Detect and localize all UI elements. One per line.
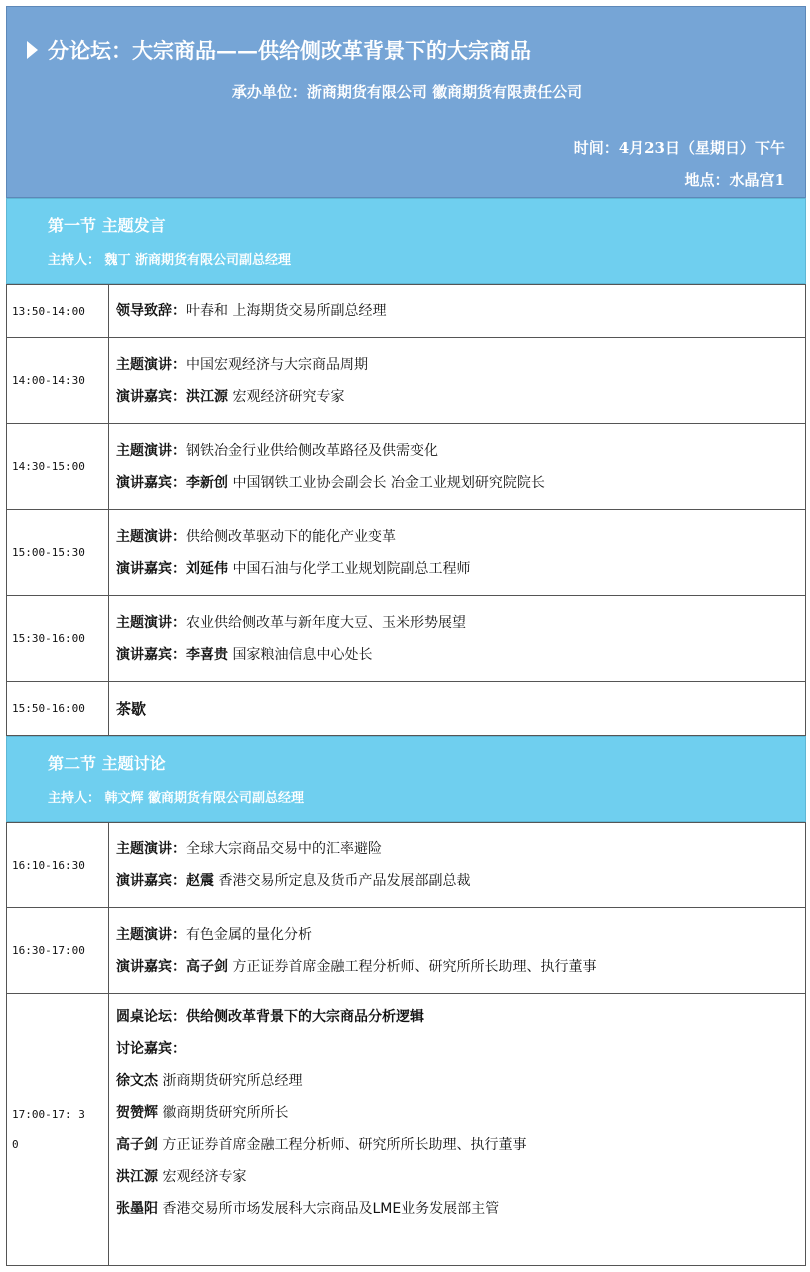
speaker-label: 演讲嘉宾：高子剑 [116, 958, 228, 975]
speaker-label: 演讲嘉宾：洪江源 [116, 388, 228, 405]
row-content [109, 596, 805, 681]
roundtable-time-b: 0 [12, 1137, 19, 1151]
guest-name: 贺赞辉 [116, 1105, 158, 1121]
guest-item [116, 1097, 805, 1129]
roundtable-content [109, 994, 805, 1265]
guest-name: 张墨阳 [116, 1201, 158, 1217]
agenda-row [6, 596, 806, 682]
forum-title: 分论坛：大宗商品——供给侧改革背景下的大宗商品 [48, 38, 531, 63]
guest-name: 高子剑 [116, 1137, 158, 1153]
talk-label: 主题演讲： [116, 614, 186, 631]
section-1-header [6, 198, 806, 284]
guest-item [116, 1129, 805, 1161]
row-content [109, 682, 805, 735]
agenda-row [6, 284, 806, 338]
event-time: 时间：4月23日（星期日）下午 [573, 139, 785, 157]
speaker-title: 香港交易所定息及货币产品发展部副总裁 [214, 873, 471, 889]
row-time: 16:30-17:00 [7, 908, 109, 993]
row-content [109, 285, 805, 337]
guest-item [116, 1161, 805, 1193]
section-2-title: 第二节 主题讨论 [48, 754, 166, 773]
row-time: 15:00-15:30 [7, 510, 109, 595]
roundtable-time-a: 17:00-17: 3 [12, 1107, 85, 1121]
row-content [109, 424, 805, 509]
talk-label: 主题演讲： [116, 442, 186, 459]
row-time: 14:30-15:00 [7, 424, 109, 509]
guest-desc: 香港交易所市场发展科大宗商品及LME业务发展部主管 [158, 1201, 500, 1217]
speaker-title: 中国钢铁工业协会副会长 冶金工业规划研究院院长 [228, 474, 545, 491]
guest-item [116, 1065, 805, 1097]
speaker-title: 宏观经济研究专家 [228, 388, 345, 405]
agenda-row [6, 908, 806, 994]
guest-desc: 浙商期货研究所总经理 [158, 1073, 303, 1089]
row-time: 13:50-14:00 [7, 285, 109, 337]
row-text: 叶春和 上海期货交易所副总经理 [186, 303, 387, 319]
speaker-label: 演讲嘉宾：赵震 [116, 873, 214, 889]
talk-topic: 全球大宗商品交易中的汇率避险 [186, 841, 382, 857]
roundtable-time [7, 994, 109, 1265]
roundtable-row [6, 994, 806, 1266]
guest-desc: 徽商期货研究所所长 [158, 1105, 289, 1121]
row-content [109, 510, 805, 595]
agenda-row [6, 682, 806, 736]
row-content [109, 338, 805, 423]
section-1-title: 第一节 主题发言 [48, 216, 166, 235]
guest-name: 洪江源 [116, 1169, 158, 1185]
talk-topic: 中国宏观经济与大宗商品周期 [186, 356, 368, 373]
agenda-row [6, 338, 806, 424]
guest-name: 徐文杰 [116, 1073, 158, 1089]
talk-topic: 农业供给侧改革与新年度大豆、玉米形势展望 [186, 614, 466, 631]
section-2-host: 主持人： 韩文辉 徽商期货有限公司副总经理 [48, 791, 305, 806]
speaker-label: 演讲嘉宾：李喜贵 [116, 646, 228, 663]
title-row [27, 35, 531, 65]
row-time: 15:30-16:00 [7, 596, 109, 681]
speaker-title: 国家粮油信息中心处长 [228, 646, 373, 663]
talk-topic: 钢铁冶金行业供给侧改革路径及供需变化 [186, 442, 438, 459]
organizer-text: 承办单位：浙商期货有限公司 徽商期货有限责任公司 [231, 83, 583, 101]
talk-label: 主题演讲： [116, 841, 186, 857]
event-place: 地点：水晶宫1 [684, 171, 785, 189]
talk-topic: 有色金属的量化分析 [186, 926, 312, 943]
guest-item [116, 1193, 805, 1225]
agenda-row [6, 510, 806, 596]
row-time: 15:50-16:00 [7, 682, 109, 735]
guest-desc: 宏观经济专家 [158, 1169, 247, 1185]
guest-desc: 方正证券首席金融工程分析师、研究所所长助理、执行董事 [158, 1137, 527, 1153]
play-triangle-icon [27, 41, 38, 59]
speaker-label: 演讲嘉宾：李新创 [116, 474, 228, 491]
agenda-row [6, 424, 806, 510]
row-content [109, 823, 805, 907]
row-label: 领导致辞： [116, 303, 186, 319]
talk-label: 主题演讲： [116, 356, 186, 373]
section-2-header [6, 736, 806, 822]
tea-break-label: 茶歇 [116, 699, 147, 718]
guests-label: 讨论嘉宾： [116, 1041, 186, 1057]
row-content [109, 908, 805, 993]
agenda-row [6, 822, 806, 908]
roundtable-title: 圆桌论坛：供给侧改革背景下的大宗商品分析逻辑 [116, 1009, 424, 1025]
talk-label: 主题演讲： [116, 528, 186, 545]
talk-topic: 供给侧改革驱动下的能化产业变革 [186, 528, 396, 545]
speaker-title: 方正证券首席金融工程分析师、研究所所长助理、执行董事 [228, 958, 597, 975]
talk-label: 主题演讲： [116, 926, 186, 943]
section-1-host: 主持人： 魏丁 浙商期货有限公司副总经理 [48, 253, 292, 268]
row-time: 14:00-14:30 [7, 338, 109, 423]
speaker-title: 中国石油与化学工业规划院副总工程师 [228, 560, 471, 577]
speaker-label: 演讲嘉宾：刘延伟 [116, 560, 228, 577]
forum-header [6, 6, 806, 198]
row-time: 16:10-16:30 [7, 823, 109, 907]
